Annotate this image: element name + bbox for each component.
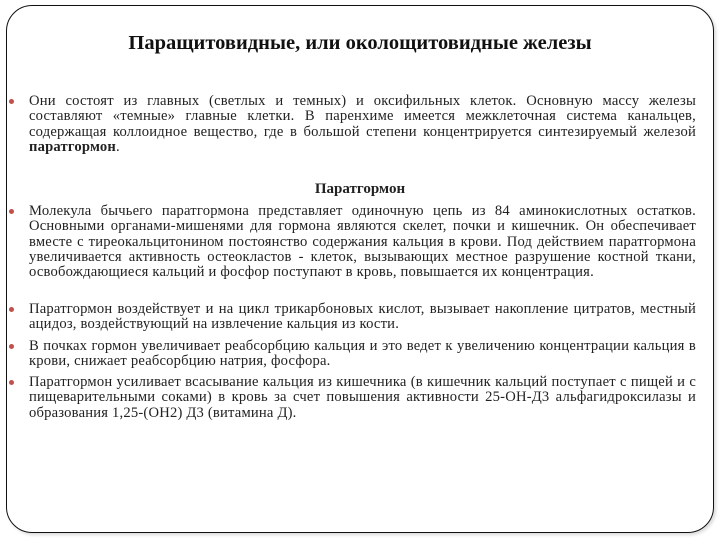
bullet-item: Молекула бычьего паратгормона представляет одиночную цепь из 84 аминокислотных остатков. Основными органами-мишенями для гормона являются скелет, почки и кишечник. Он обеспечивает вместе с тиреокальцитонином постоянство содержания кальция в крови. Под действием паратгормона увеличивается активность остеокластов - клеток, вызывающих местное разрушение костной ткани, освобождающиеся кальций и фосфор поступают в кровь, повышается их концентрация.: [29, 203, 696, 281]
slide-title: Паращитовидные, или околощитовидные железы: [128, 32, 592, 54]
section-subtitle: Паратгормон: [314, 181, 406, 197]
intro-text: Они состоят из главных (светлых и темных) и оксифильных клеток. Основную массу железы составляют «темные» главные клетки. В паренхиме имеется межклеточная система канальцев, содержащая коллоидное вещество, где в большой степени концентрируется синтезируемый железой: [29, 93, 696, 140]
intro-bold-term: паратгормон: [29, 138, 117, 155]
bullet-item: В почках гормон увеличивает реабсорбцию кальция и это ведет к увеличению концентрации кальция в крови, снижает реабсорбцию натрия, фосфора.: [29, 338, 696, 370]
intro-end: .: [116, 138, 120, 155]
bullet-intro: [29, 94, 696, 155]
bullet-item: Паратгормон усиливает всасывание кальция из кишечника (в кишечник кальций поступает с пищей и с пищеварительными соками) в кровь за счет повышения активности 25-ОН-Д3 альфагидроксилазы и образования 1,25-(ОН2) Д3 (витамина Д).: [29, 374, 696, 421]
bullet-item: Паратгормон воздействует и на цикл трикарбоновых кислот, вызывает накопление цитратов, местный ацидоз, воздействующий на извлечение кальция из кости.: [29, 301, 696, 333]
